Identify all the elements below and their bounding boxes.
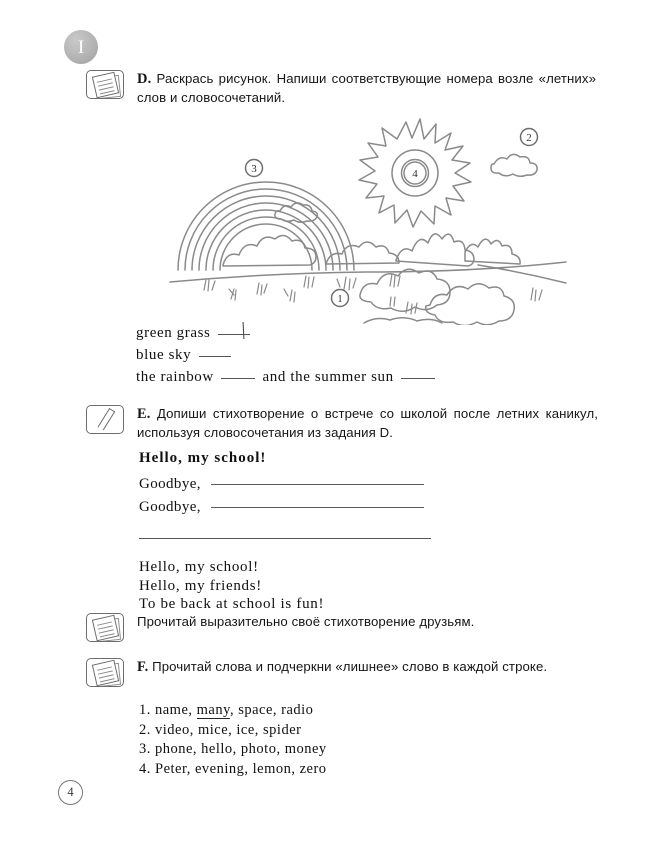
task-f-text: [137, 658, 598, 677]
word-blue-sky: blue sky: [136, 347, 192, 363]
svg-text:2: 2: [526, 132, 532, 144]
unit-badge-label: I: [77, 36, 85, 58]
marker-2: [521, 129, 538, 146]
unit-badge: [64, 30, 98, 64]
marker-3: [246, 160, 263, 177]
goodbye-label-1: Goodbye,: [139, 476, 201, 492]
task-read-aloud: [86, 613, 598, 642]
poem-goodbye-row-1: [139, 476, 431, 493]
word-list-num-4: 4.: [139, 760, 151, 777]
slope-line: [478, 265, 566, 283]
poem-line-1: Hello, my school!: [139, 559, 259, 575]
page-number: [58, 780, 83, 805]
word-list-row-3[interactable]: [139, 740, 327, 760]
svg-text:4: 4: [412, 168, 418, 180]
word-green-grass: green grass: [136, 325, 211, 341]
task-e-text: [137, 405, 598, 441]
horizon-line: [170, 262, 566, 282]
task-e: [86, 405, 598, 441]
task-read-aloud-text: Прочитай выразительно своё стихотворение друзьям.: [137, 614, 475, 629]
word-list-text-3: phone, hello, photo, money: [155, 741, 327, 757]
bushes-background: [223, 234, 520, 266]
poem-blank-3[interactable]: [139, 538, 431, 539]
poem-title: Hello, my school!: [139, 450, 267, 466]
cloud-right: [491, 154, 537, 176]
poem-blank-2[interactable]: [211, 507, 424, 508]
blank-summer-sun[interactable]: [401, 378, 435, 379]
goodbye-label-2: Goodbye,: [139, 499, 201, 515]
rainbow-arcs: [178, 182, 354, 270]
task-d-letter: D.: [137, 71, 152, 87]
svg-text:3: 3: [251, 163, 257, 175]
page-number-label: 4: [67, 785, 74, 799]
task-f: [86, 658, 598, 687]
poem-goodbye-row-2: [139, 499, 431, 516]
summer-scene-illustration: [168, 110, 568, 325]
svg-text:1: 1: [337, 293, 343, 305]
poem-blank-1[interactable]: [211, 484, 424, 485]
word-list: [139, 701, 327, 779]
task-d: [86, 70, 596, 106]
word-list-num-2: 2.: [139, 721, 151, 738]
word-the-rainbow: the rainbow: [136, 369, 214, 385]
word-list-underlined-many[interactable]: many: [196, 702, 230, 718]
word-list-num-1: 1.: [139, 702, 151, 718]
word-list-text-1a: name,: [155, 702, 193, 718]
task-f-instruction: Прочитай слова и подчеркни «лишнее» слово в каждой строке.: [152, 659, 548, 674]
word-line-green-grass: [136, 322, 438, 344]
pencil-icon: [86, 405, 124, 434]
word-lines-block: [136, 322, 438, 388]
paper-sheet-icon: [86, 70, 124, 99]
task-d-instruction: Раскрась рисунок. Напиши соответствующие номера возле «летних» слов и словосочетаний.: [137, 71, 596, 105]
word-list-text-4: Peter, evening, lemon, zero: [155, 760, 327, 777]
bushes-foreground: [360, 269, 514, 325]
blank-blue-sky[interactable]: [199, 356, 231, 357]
task-d-text: [137, 70, 596, 106]
poem-block: [139, 450, 431, 614]
word-list-row-1[interactable]: [139, 701, 327, 721]
task-e-instruction: Допиши стихотворение о встрече со школой после летних каникул, используя словосочетания из задания D.: [137, 406, 598, 440]
task-f-letter: F.: [137, 659, 149, 675]
word-list-row-2[interactable]: [139, 721, 327, 741]
marker-4: [412, 168, 418, 180]
word-list-text-2: video, mice, ice, spider: [155, 721, 302, 738]
word-list-text-1b: , space, radio: [229, 702, 314, 718]
poem-line-3: To be back at school is fun!: [139, 596, 325, 612]
task-e-letter: E.: [137, 406, 151, 422]
marker-1: [332, 290, 349, 307]
word-summer-sun: and the summer sun: [262, 369, 394, 385]
word-line-blue-sky: [136, 344, 438, 366]
poem-fixed-lines: [139, 558, 431, 614]
blank-green-grass[interactable]: [218, 334, 250, 335]
word-list-num-3: 3.: [139, 741, 151, 757]
word-line-rainbow-sun: [136, 366, 438, 388]
grass-tufts: [204, 274, 542, 314]
poem-line-2: Hello, my friends!: [139, 577, 262, 594]
word-list-row-4[interactable]: [139, 760, 327, 780]
paper-sheet-icon: [86, 658, 124, 687]
paper-sheet-icon: [86, 613, 124, 642]
cloud-center: [275, 203, 318, 222]
blank-the-rainbow[interactable]: [221, 378, 255, 379]
